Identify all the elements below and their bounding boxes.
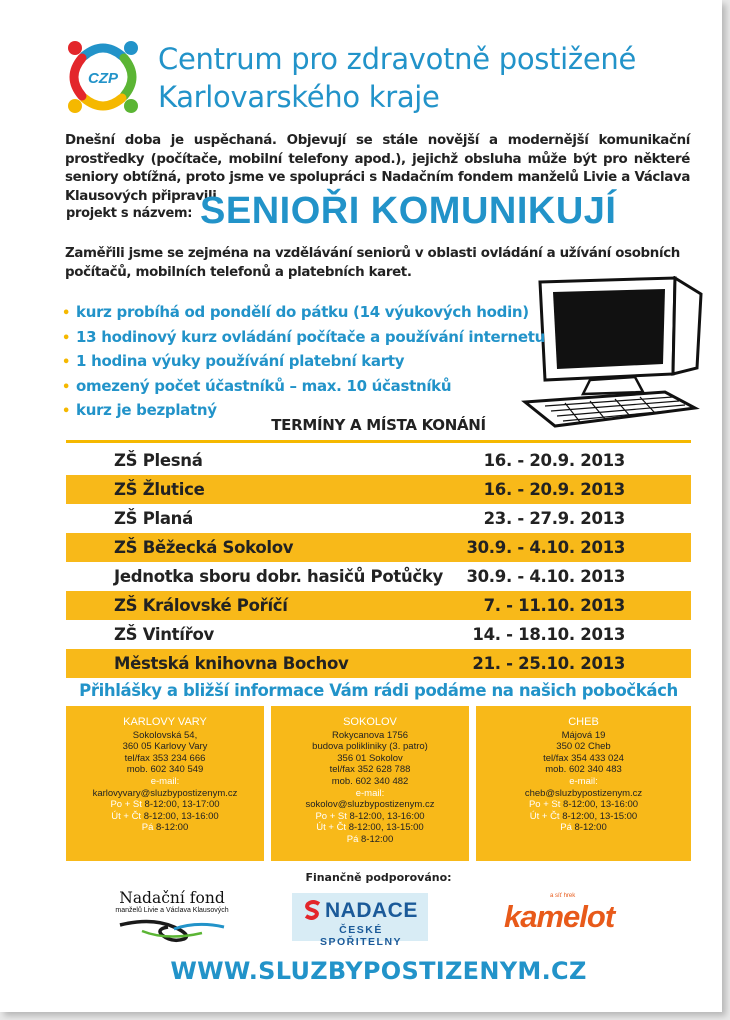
branch-name: CHEB: [568, 716, 599, 728]
email-label: e-mail:: [150, 775, 180, 787]
list-item: • kurz probíhá od pondělí do pátku (14 výukových hodin): [62, 303, 529, 321]
row-date: 7. - 11.10. 2013: [483, 596, 625, 615]
opening-hours: Út + Čt 8-12:00, 13-16:00: [111, 810, 219, 822]
row-place: ZŠ Běžecká Sokolov: [114, 538, 294, 557]
branch-address: 360 05 Karlovy Vary: [122, 741, 208, 753]
logo-text: CZP: [88, 70, 118, 87]
branch-name: SOKOLOV: [343, 716, 397, 728]
bullet-icon: •: [62, 404, 71, 420]
schedule-divider: [66, 440, 691, 443]
list-item: • omezený počet účastníků – max. 10 účastníků: [62, 376, 452, 395]
kamelot-tagline: a síť hrek: [550, 893, 576, 899]
opening-hours: Po + St 8-12:00, 13-17:00: [110, 799, 220, 811]
kamelot-logo: [500, 893, 630, 941]
focus-paragraph: Zaměřili jsme se zejména na vzdělávání seniorů v oblasti ovládání a užívání osobních počítačů, mobilních telefonů a platebních karet.: [65, 246, 680, 280]
branch-address: 350 02 Cheb: [556, 741, 611, 753]
branch-email[interactable]: karlovyvary@sluzbypostizenym.cz: [92, 787, 238, 799]
opening-hours: Pá 8-12:00: [560, 822, 607, 834]
nadace-cs-logo: [292, 893, 428, 948]
nadacni-fond-subtitle: manželů Livie a Václava Klausových: [115, 907, 229, 914]
opening-hours: Út + Čt 8-12:00, 13-15:00: [316, 822, 424, 834]
branch-mobile: mob. 602 340 482: [331, 775, 409, 787]
branch-sokolov: [271, 706, 469, 861]
row-place: ZŠ Vintířov: [114, 625, 214, 644]
funded-by-label: Finančně podporováno:: [305, 871, 452, 884]
opening-hours: Po + St 8-12:00, 13-16:00: [528, 799, 639, 811]
row-place: ZŠ Žlutice: [114, 480, 205, 499]
bullet-icon: •: [62, 306, 71, 321]
organization-title: [158, 40, 636, 116]
list-item: • kurz je bezplatný: [62, 401, 217, 420]
org-title-line2: Karlovarského kraje: [158, 80, 440, 114]
branch-name: KARLOVY VARY: [123, 716, 207, 728]
website-link[interactable]: WWW.SLUZBYPOSTIZENYM.CZ: [170, 957, 587, 985]
course-features-list: [62, 301, 545, 424]
table-row: [66, 533, 691, 562]
row-place: Jednotka sboru dobr. hasičů Potůčky: [114, 567, 444, 586]
table-row: [66, 591, 691, 620]
branch-address: Sokolovská 54,: [132, 729, 198, 741]
branch-address: Rokycanova 1756: [331, 729, 409, 741]
list-item: • 1 hodina výuky používání platební karty: [62, 352, 405, 371]
org-title-line1: Centrum pro zdravotně postižené: [158, 42, 636, 76]
list-item: • 13 hodinový kurz ovládání počítače a používání internetu: [62, 327, 545, 346]
row-date: 30.9. - 4.10. 2013: [466, 567, 625, 586]
row-place: ZŠ Královské Poříčí: [114, 596, 288, 615]
czp-logo: [62, 36, 144, 118]
contact-heading: Přihlášky a bližší informace Vám rádi podáme na našich pobočkách: [79, 681, 678, 700]
opening-hours: Pá 8-12:00: [346, 833, 394, 845]
row-date: 30.9. - 4.10. 2013: [466, 538, 625, 557]
nadacni-fond-title: Nadační fond: [119, 889, 225, 907]
row-date: 16. - 20.9. 2013: [483, 451, 625, 470]
opening-hours: Po + St 8-12:00, 13-16:00: [315, 810, 425, 822]
branch-address: Májová 19: [561, 729, 606, 741]
branch-address: 356 01 Sokolov: [337, 752, 403, 764]
row-date: 16. - 20.9. 2013: [483, 480, 625, 499]
schedule-heading: TERMÍNY A MÍSTA KONÁNÍ: [271, 416, 486, 434]
branch-mobile: mob. 602 340 549: [126, 764, 204, 776]
row-place: ZŠ Planá: [114, 509, 193, 528]
row-date: 23. - 27.9. 2013: [483, 509, 625, 528]
email-label: e-mail:: [355, 787, 385, 799]
branch-email[interactable]: sokolov@sluzbypostizenym.cz: [305, 799, 435, 811]
project-label: projekt s názvem:: [66, 206, 193, 221]
branch-phone: tel/fax 352 628 788: [329, 764, 411, 776]
row-place: Městská knihovna Bochov: [114, 654, 349, 673]
cs-s-icon: [303, 899, 323, 921]
branch-address: budova polikliniky (3. patro): [312, 741, 428, 753]
bullet-icon: •: [62, 355, 71, 371]
branch-email[interactable]: cheb@sluzbypostizenym.cz: [524, 787, 643, 799]
opening-hours: Pá 8-12:00: [141, 822, 189, 834]
branch-mobile: mob. 602 340 483: [545, 764, 622, 776]
row-date: 21. - 25.10. 2013: [472, 654, 625, 673]
opening-hours: Út + Čt 8-12:00, 13-15:00: [529, 810, 638, 822]
table-row: [66, 620, 691, 649]
table-row: [66, 649, 691, 678]
kamelot-wordmark: kamelot: [504, 899, 615, 934]
bullet-icon: •: [62, 379, 71, 395]
project-name: SENIOŘI KOMUNIKUJÍ: [200, 190, 617, 232]
table-row: [66, 562, 691, 591]
nadace-subtitle: ČESKÉ SPOŘITELNY: [319, 924, 403, 948]
branch-karlovy-vary: [66, 706, 264, 861]
swirl-icon: [112, 915, 232, 943]
email-label: e-mail:: [569, 775, 598, 787]
row-date: 14. - 18.10. 2013: [472, 625, 625, 644]
branch-cheb: [476, 706, 691, 861]
bullet-icon: •: [62, 330, 71, 346]
row-place: ZŠ Plesná: [114, 451, 203, 470]
intro-paragraph: Dnešní doba je uspěchaná. Objevují se stále novější a modernější komunikační prostředky (počítače, mobilní telefony apod.), jejichž obsluha může být pro některé seniory obtížná, proto jsme ve spolupráci s Nadačním fondem manželů Livie a Václava Klausových připravili: [65, 133, 690, 204]
table-row: [66, 475, 691, 504]
branch-phone: tel/fax 354 433 024: [543, 752, 624, 764]
schedule-table: [66, 446, 691, 678]
branch-phone: tel/fax 353 234 666: [124, 752, 206, 764]
nadace-title: NADACE: [325, 899, 418, 922]
table-row: [66, 446, 691, 475]
nadacni-fond-logo: [112, 890, 232, 945]
table-row: [66, 504, 691, 533]
